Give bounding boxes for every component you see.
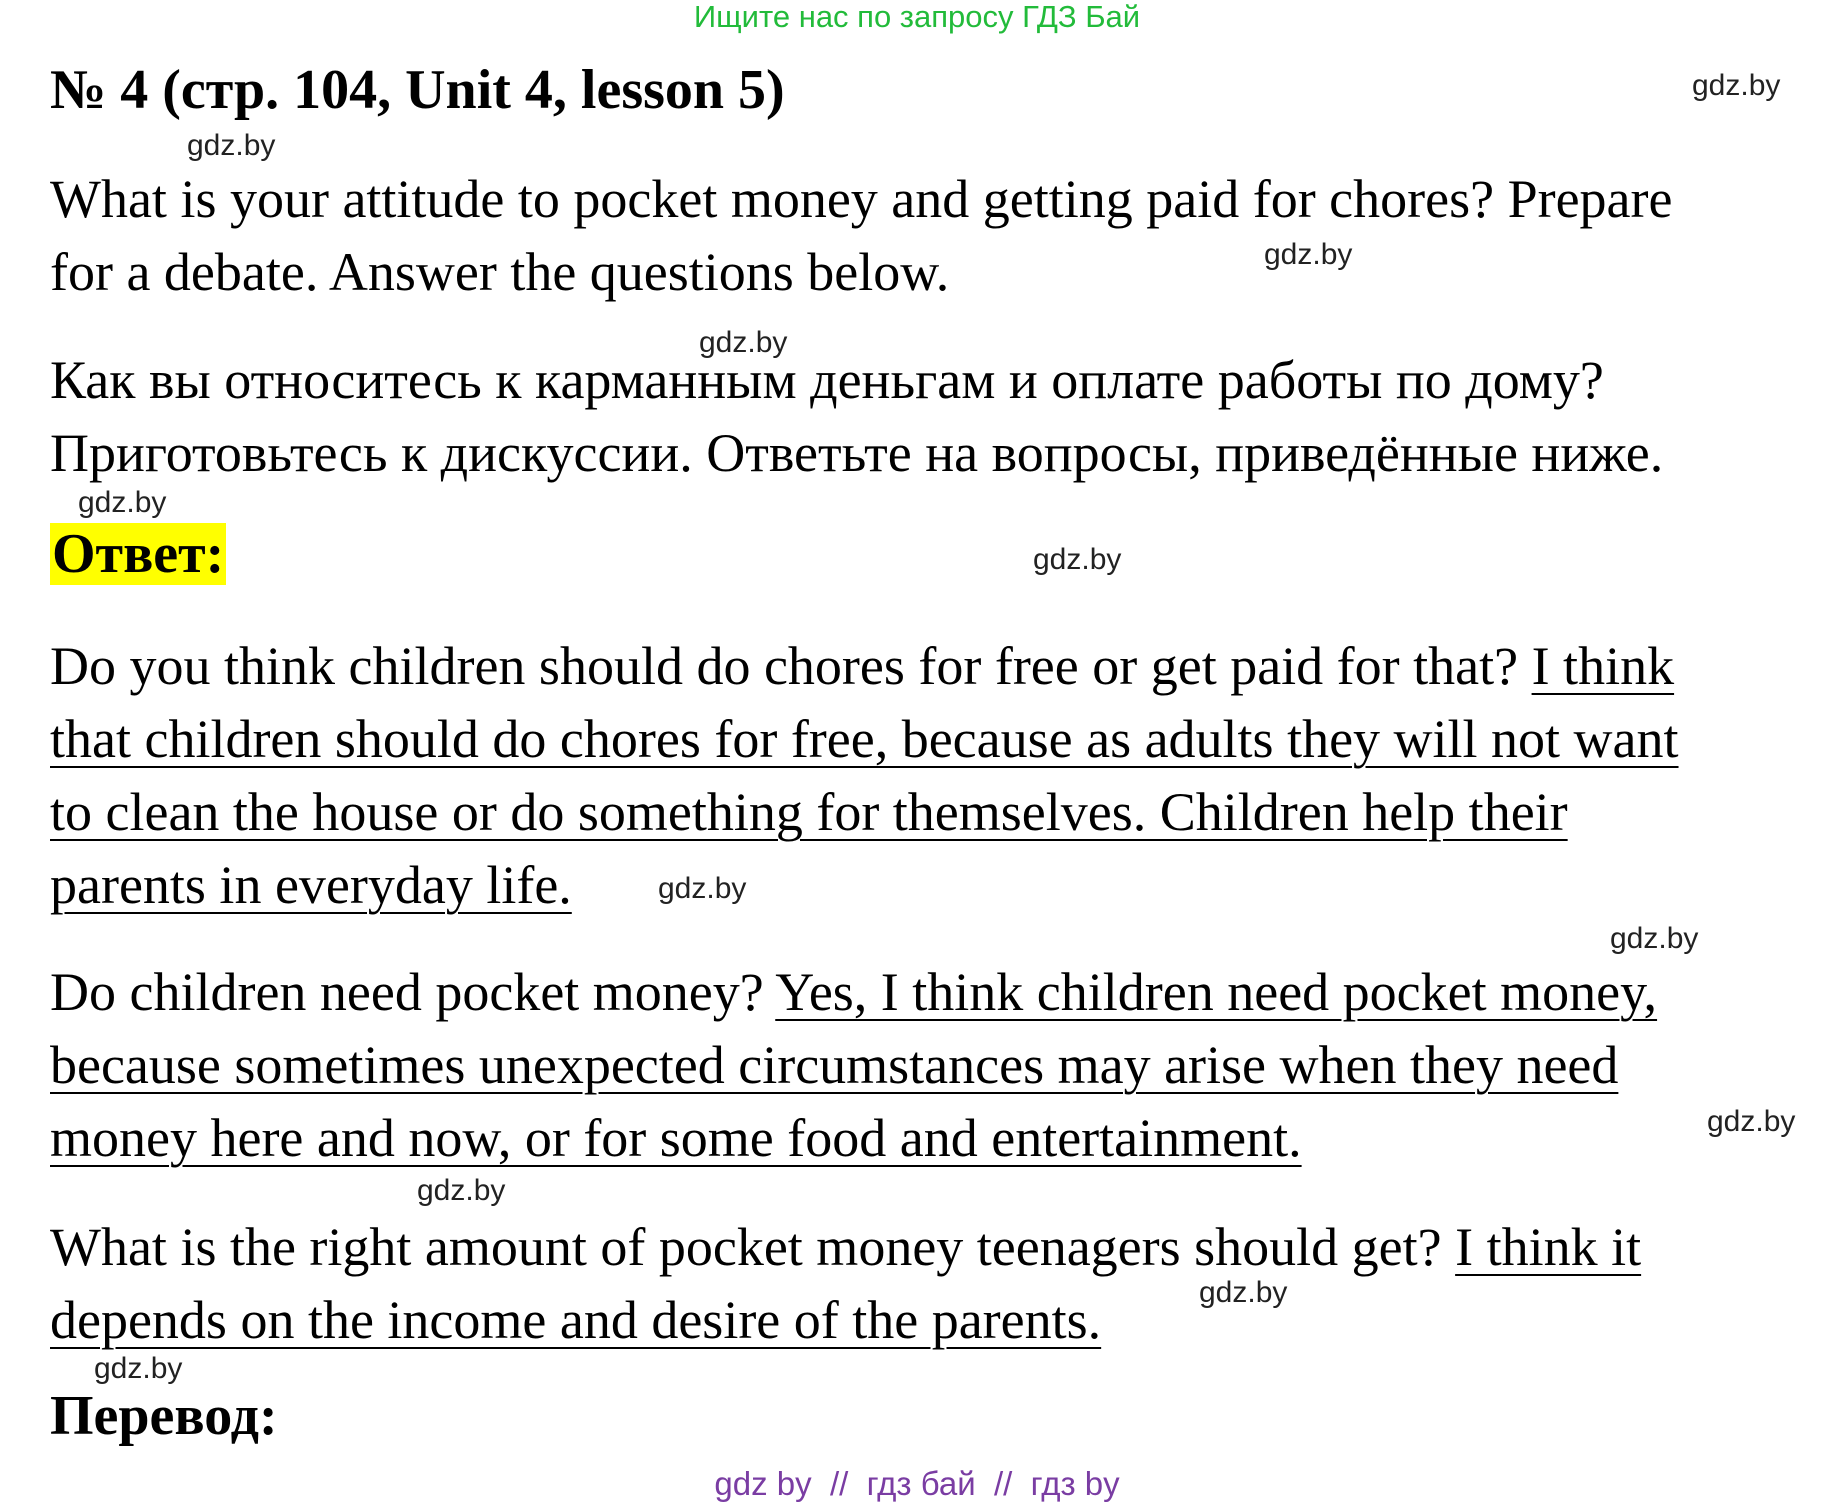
qa-block-amount [50,1211,1641,1357]
watermark: gdz.by [1264,238,1353,271]
answer-text: Yes, I think children need pocket money, [775,962,1658,1022]
watermark: gdz.by [78,486,167,519]
answer-text: I think [1531,636,1675,696]
qa-block-pocket-money [50,956,1657,1175]
watermark: gdz.by [1199,1276,1288,1309]
qa-line [50,1211,1641,1284]
task-english-line: for a debate. Answer the questions below. [50,242,950,302]
question-text: What is the right amount of pocket money teenagers should get? [50,1217,1456,1277]
task-english [50,163,1672,309]
footer-links: gdz by // гдз бай // гдз by [714,1465,1120,1502]
answer-text: I think it [1455,1217,1642,1277]
qa-line [50,1029,1657,1102]
answer-text: depends on the income and desire of the parents. [50,1290,1102,1350]
task-english-line: What is your attitude to pocket money and getting paid for chores? Prepare [50,169,1673,229]
question-text: Do children need pocket money? [50,962,776,1022]
qa-line [50,956,1657,1029]
qa-line [50,1102,1657,1175]
watermark: gdz.by [699,326,788,359]
qa-block-chores [50,630,1679,922]
qa-line [50,849,1679,922]
answer-text: that children should do chores for free, because as adults they will not want [50,709,1679,769]
translation-label: Перевод: [50,1385,278,1447]
task-russian-line: Приготовьтесь к дискуссии. Ответьте на вопросы, приведённые ниже. [50,423,1664,483]
watermark: gdz.by [94,1352,183,1385]
watermark: gdz.by [417,1174,506,1207]
qa-line [50,703,1679,776]
watermark: gdz.by [1033,543,1122,576]
watermark: gdz.by [1692,69,1781,102]
qa-line [50,776,1679,849]
qa-line [50,1284,1641,1357]
answer-label: Ответ: [52,523,225,585]
exercise-title: № 4 (стр. 104, Unit 4, lesson 5) [50,59,785,121]
answer-text: because sometimes unexpected circumstances may arise when they need [50,1035,1619,1095]
task-russian-line: Как вы относитесь к карманным деньгам и оплате работы по дому? [50,350,1604,410]
watermark: gdz.by [658,872,747,905]
answer-text: to clean the house or do something for themselves. Children help their [50,782,1568,842]
watermark: gdz.by [1610,922,1699,955]
banner-search-hint: Ищите нас по запросу ГДЗ Бай [693,0,1141,34]
qa-line [50,630,1679,703]
watermark: gdz.by [1707,1105,1796,1138]
task-russian [50,344,1663,490]
answer-text: money here and now, or for some food and entertainment. [50,1108,1302,1168]
question-text: Do you think children should do chores for free or get paid for that? [50,636,1532,696]
watermark: gdz.by [187,129,276,162]
answer-text: parents in everyday life. [50,855,572,915]
